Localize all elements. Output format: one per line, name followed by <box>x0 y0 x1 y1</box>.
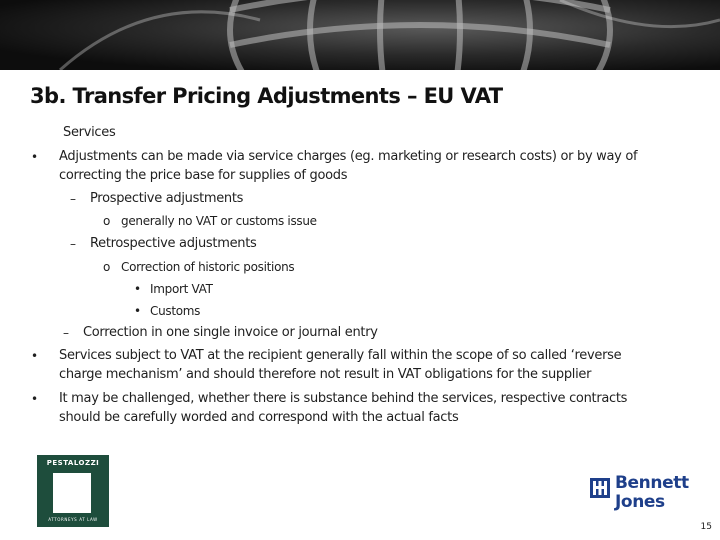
slide-title: 3b. Transfer Pricing Adjustments – EU VAT <box>30 84 503 108</box>
bullet-marker: • <box>31 349 39 363</box>
globe-graphic <box>0 0 720 70</box>
bullet-marker: • <box>134 282 142 296</box>
dash-marker: – <box>63 326 69 340</box>
bullet-3-line-1: It may be challenged, whether there is substance behind the services, respective contracts <box>59 391 628 406</box>
bullet-marker: • <box>31 392 39 406</box>
correction-item: Correction in one single invoice or journal entry <box>83 325 378 340</box>
page-number: 15 <box>700 522 712 532</box>
import-vat-item: Import VAT <box>150 282 213 296</box>
dash-marker: – <box>70 192 76 206</box>
retrospective-note: Correction of historic positions <box>121 260 295 274</box>
retrospective-adjustments: Retrospective adjustments <box>90 236 257 251</box>
customs-item: Customs <box>150 304 201 318</box>
circle-marker: o <box>103 214 111 228</box>
bullet-3-line-2: should be carefully worded and correspond with the actual facts <box>59 410 459 425</box>
prospective-adjustments: Prospective adjustments <box>90 191 244 206</box>
pestalozzi-logo-name: PESTALOZZI <box>46 459 100 467</box>
bullet-marker: • <box>134 304 142 318</box>
pestalozzi-logo-square <box>53 473 91 513</box>
bullet-2-line-1: Services subject to VAT at the recipient generally fall within the scope of so called ‘reverse <box>59 348 622 363</box>
circle-marker: o <box>103 260 111 274</box>
dash-marker: – <box>70 237 76 251</box>
bennett-jones-mark-icon <box>590 478 610 498</box>
bennett-jones-line-1: Bennett <box>615 473 689 493</box>
section-heading: Services <box>63 125 116 140</box>
prospective-note: generally no VAT or customs issue <box>121 214 317 228</box>
bullet-1-line-2: correcting the price base for supplies of goods <box>59 168 348 183</box>
bullet-1-line-1: Adjustments can be made via service charges (eg. marketing or research costs) or by way of <box>59 149 638 164</box>
bennett-jones-line-2: Jones <box>615 492 665 512</box>
bennett-jones-logo <box>590 474 715 516</box>
pestalozzi-logo <box>37 455 109 527</box>
header-banner <box>0 0 720 70</box>
bullet-marker: • <box>31 150 39 164</box>
bullet-2-line-2: charge mechanism’ and should therefore not result in VAT obligations for the supplier <box>59 367 592 382</box>
pestalozzi-logo-subtitle: ATTORNEYS AT LAW <box>48 517 98 522</box>
